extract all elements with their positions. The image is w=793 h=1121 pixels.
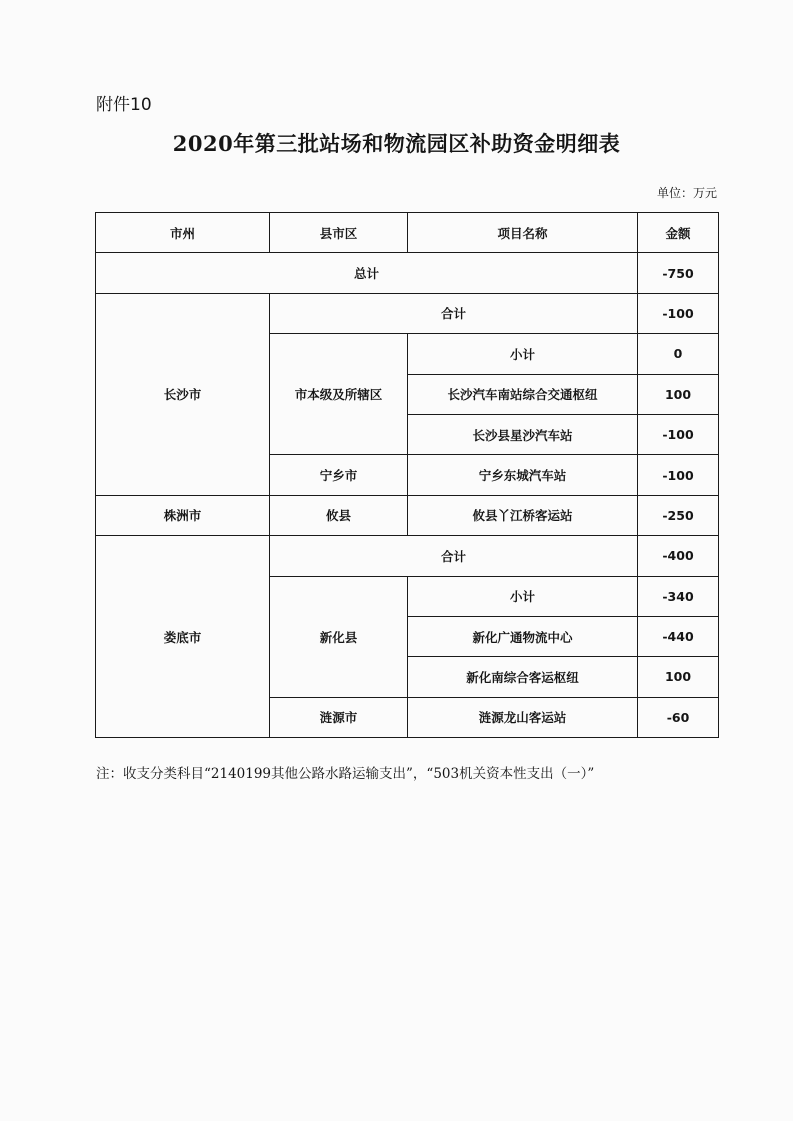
zhuzhou-project-1: 攸县丫江桥客运站 (408, 495, 638, 535)
changsha-project-1-amount: 100 (638, 374, 719, 414)
loudi-total-amount: -400 (638, 536, 719, 576)
loudi-total-label: 合计 (270, 536, 638, 576)
changsha-subtotal-label: 小计 (408, 334, 638, 374)
zhuzhou-project-1-amount: -250 (638, 495, 719, 535)
grand-total-amount: -750 (638, 253, 719, 293)
loudi-project-2-amount: 100 (638, 657, 719, 697)
changsha-project-1: 长沙汽车南站综合交通枢纽 (408, 374, 638, 414)
changsha-project-2-amount: -100 (638, 414, 719, 454)
city-zhuzhou: 株洲市 (96, 495, 270, 535)
changsha-subtotal-amount: 0 (638, 334, 719, 374)
table-row (96, 293, 719, 333)
grand-total-row (96, 253, 719, 293)
loudi-subtotal-amount: -340 (638, 576, 719, 616)
footnote: 注：收支分类科目“2140199其他公路水路运输支出”，“503机关资本性支出（一）” (96, 766, 595, 782)
loudi-district-a: 新化县 (270, 576, 408, 697)
loudi-project-3-amount: -60 (638, 697, 719, 737)
loudi-subtotal-label: 小计 (408, 576, 638, 616)
loudi-project-3: 涟源龙山客运站 (408, 697, 638, 737)
changsha-district-b: 宁乡市 (270, 455, 408, 495)
changsha-total-amount: -100 (638, 293, 719, 333)
unit-label: 单位：万元 (656, 186, 717, 200)
loudi-project-1: 新化广通物流中心 (408, 616, 638, 656)
city-changsha: 长沙市 (96, 293, 270, 495)
attachment-label: 附件10 (96, 95, 152, 115)
zhuzhou-district: 攸县 (270, 495, 408, 535)
document-title: 2020年第三批站场和物流园区补助资金明细表 (172, 131, 621, 156)
changsha-project-2: 长沙县星沙汽车站 (408, 414, 638, 454)
city-loudi: 娄底市 (96, 536, 270, 738)
loudi-district-b: 涟源市 (270, 697, 408, 737)
loudi-project-1-amount: -440 (638, 616, 719, 656)
changsha-project-3-amount: -100 (638, 455, 719, 495)
header-county: 县市区 (270, 213, 408, 253)
grand-total-label: 总计 (96, 253, 638, 293)
loudi-project-2: 新化南综合客运枢纽 (408, 657, 638, 697)
header-amount: 金额 (638, 213, 719, 253)
header-project: 项目名称 (408, 213, 638, 253)
header-city: 市州 (96, 213, 270, 253)
table-row (96, 536, 719, 576)
table-header-row (96, 213, 719, 253)
table-row (96, 495, 719, 535)
changsha-total-label: 合计 (270, 293, 638, 333)
changsha-district-a: 市本级及所辖区 (270, 334, 408, 455)
changsha-project-3: 宁乡东城汽车站 (408, 455, 638, 495)
subsidy-detail-table (95, 212, 719, 738)
